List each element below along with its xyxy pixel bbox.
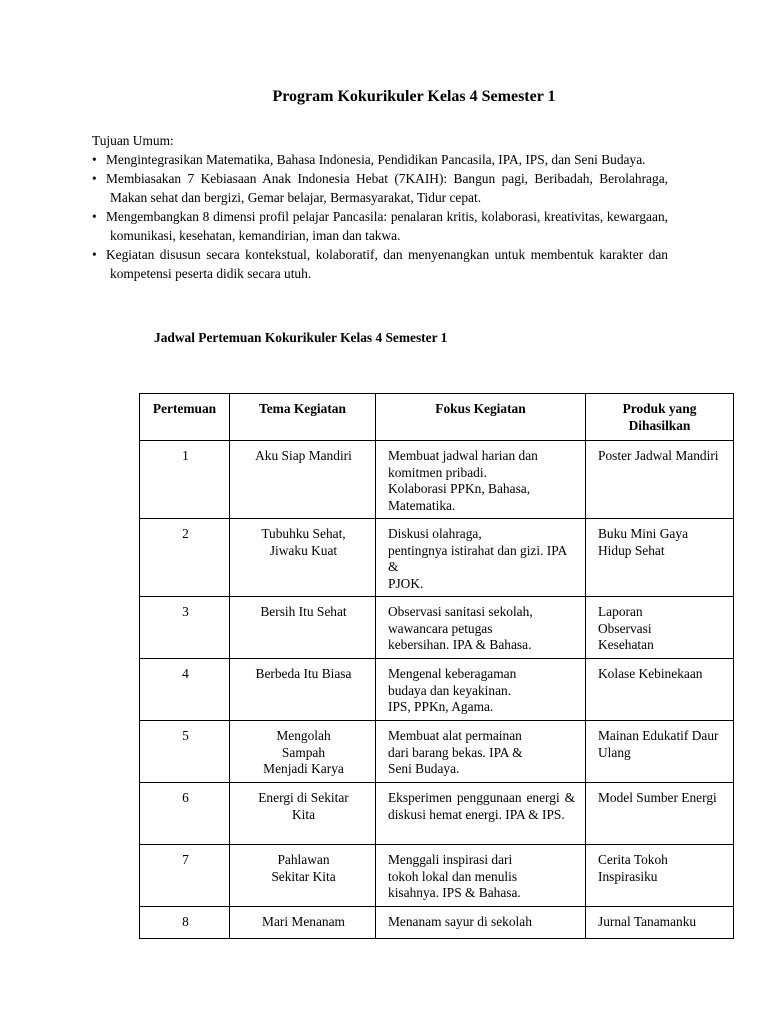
meeting-number: 6 — [140, 783, 230, 845]
table-row — [140, 721, 734, 783]
goal-text: Mengintegrasikan Matematika, Bahasa Indonesia, Pendidikan Pancasila, IPA, IPS, dan Seni Budaya. — [106, 152, 646, 167]
table-row — [140, 597, 734, 659]
table-row — [140, 519, 734, 597]
table-row — [140, 845, 734, 907]
table-header-row — [140, 394, 734, 441]
activity-focus: Diskusi olahraga, pentingnya istirahat dan gizi. IPA & PJOK. — [376, 519, 586, 597]
goal-text: Membiasakan 7 Kebiasaan Anak Indonesia Hebat (7KAIH): Bangun pagi, Beribadah, Berolahraga, Makan sehat dan bergizi, Gemar belajar, Bermasyarakat, Tidur cepat. — [106, 171, 668, 205]
bullet-icon: • — [92, 209, 97, 224]
table-row — [140, 783, 734, 845]
activity-theme: Berbeda Itu Biasa — [230, 659, 376, 721]
activity-focus: Membuat alat permainan dari barang bekas. IPA & Seni Budaya. — [376, 721, 586, 783]
meeting-number: 5 — [140, 721, 230, 783]
activity-focus: Eksperimen penggunaan energi & diskusi hemat energi. IPA & IPS. — [376, 783, 586, 845]
schedule-title: Jadwal Pertemuan Kokurikuler Kelas 4 Semester 1 — [154, 330, 448, 345]
document-title: Program Kokurikuler Kelas 4 Semester 1 — [272, 88, 556, 105]
table-row — [140, 907, 734, 939]
activity-focus: Mengenal keberagaman budaya dan keyakinan. IPS, PPKn, Agama. — [376, 659, 586, 721]
header-product: Produk yang Dihasilkan — [586, 394, 734, 441]
activity-product: Laporan Observasi Kesehatan — [586, 597, 734, 659]
meeting-number: 3 — [140, 597, 230, 659]
activity-theme: Aku Siap Mandiri — [230, 441, 376, 519]
activity-theme: Mari Menanam — [230, 907, 376, 939]
meeting-number: 4 — [140, 659, 230, 721]
activity-focus: Menanam sayur di sekolah — [376, 907, 586, 939]
activity-focus: Observasi sanitasi sekolah, wawancara petugas kebersihan. IPA & Bahasa. — [376, 597, 586, 659]
header-theme: Tema Kegiatan — [230, 394, 376, 441]
meeting-number: 8 — [140, 907, 230, 939]
activity-focus: Menggali inspirasi dari tokoh lokal dan menulis kisahnya. IPS & Bahasa. — [376, 845, 586, 907]
goal-item — [92, 245, 668, 283]
general-goals-section — [92, 131, 668, 283]
activity-product: Jurnal Tanamanku — [586, 907, 734, 939]
activity-focus: Membuat jadwal harian dan komitmen pribadi. Kolaborasi PPKn, Bahasa, Matematika. — [376, 441, 586, 519]
goal-text: Kegiatan disusun secara kontekstual, kolaboratif, dan menyenangkan untuk membentuk karakter dan kompetensi peserta didik secara utuh. — [106, 247, 668, 281]
table-row — [140, 441, 734, 519]
activity-product: Buku Mini Gaya Hidup Sehat — [586, 519, 734, 597]
activity-product: Cerita Tokoh Inspirasiku — [586, 845, 734, 907]
goal-item — [92, 150, 668, 169]
activity-product: Kolase Kebinekaan — [586, 659, 734, 721]
general-goals-label: Tujuan Umum: — [92, 133, 174, 148]
activity-theme: Mengolah Sampah Menjadi Karya — [230, 721, 376, 783]
activity-theme: Pahlawan Sekitar Kita — [230, 845, 376, 907]
bullet-icon: • — [92, 247, 97, 262]
activity-product: Model Sumber Energi — [586, 783, 734, 845]
schedule-table — [139, 393, 734, 939]
bullet-icon: • — [92, 152, 97, 167]
meeting-number: 1 — [140, 441, 230, 519]
meeting-number: 2 — [140, 519, 230, 597]
activity-product: Poster Jadwal Mandiri — [586, 441, 734, 519]
goal-item — [92, 207, 668, 245]
bullet-icon: • — [92, 171, 97, 186]
goal-text: Mengembangkan 8 dimensi profil pelajar Pancasila: penalaran kritis, kolaborasi, kreativitas, kewargaan, komunikasi, kesehatan, kemandirian, iman dan takwa. — [106, 209, 668, 243]
goal-item — [92, 169, 668, 207]
activity-theme: Energi di Sekitar Kita — [230, 783, 376, 845]
activity-theme: Tubuhku Sehat, Jiwaku Kuat — [230, 519, 376, 597]
table-row — [140, 659, 734, 721]
activity-theme: Bersih Itu Sehat — [230, 597, 376, 659]
header-meeting: Pertemuan — [140, 394, 230, 441]
activity-product: Mainan Edukatif Daur Ulang — [586, 721, 734, 783]
header-focus: Fokus Kegiatan — [376, 394, 586, 441]
meeting-number: 7 — [140, 845, 230, 907]
